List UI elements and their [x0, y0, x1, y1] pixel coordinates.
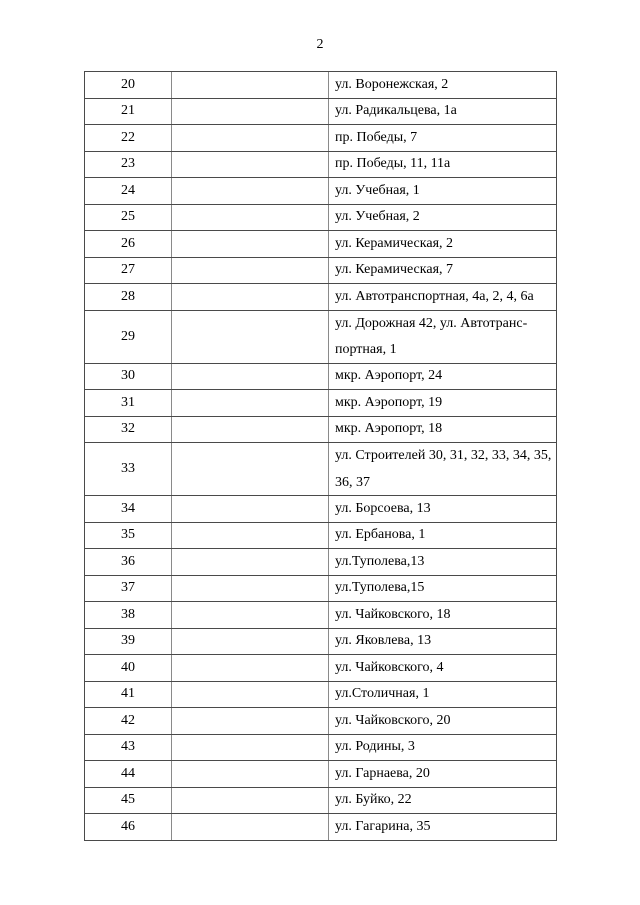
address-cell: ул. Гарнаева, 20 [329, 761, 557, 787]
table-row [84, 814, 557, 841]
row-number: 42 [84, 708, 172, 734]
address-cell: ул. Яковлева, 13 [329, 629, 557, 655]
row-number: 29 [84, 311, 172, 363]
row-number: 28 [84, 284, 172, 310]
table-row [84, 205, 557, 232]
table-row [84, 258, 557, 285]
address-cell: мкр. Аэропорт, 18 [329, 417, 557, 443]
row-number: 31 [84, 390, 172, 416]
empty-cell [172, 602, 329, 628]
address-table [84, 71, 557, 841]
table-row [84, 523, 557, 550]
address-cell: ул. Дорожная 42, ул. Автотранс-портная, 1 [329, 311, 557, 363]
empty-cell [172, 258, 329, 284]
row-number: 41 [84, 682, 172, 708]
address-cell: ул. Чайковского, 20 [329, 708, 557, 734]
row-number: 33 [84, 443, 172, 495]
table-row [84, 99, 557, 126]
address-cell: ул. Автотранспортная, 4а, 2, 4, 6а [329, 284, 557, 310]
table-row [84, 364, 557, 391]
row-number: 34 [84, 496, 172, 522]
row-number: 32 [84, 417, 172, 443]
address-cell: ул. Учебная, 1 [329, 178, 557, 204]
row-number: 24 [84, 178, 172, 204]
row-number: 45 [84, 788, 172, 814]
empty-cell [172, 655, 329, 681]
empty-cell [172, 125, 329, 151]
address-cell: ул.Туполева,15 [329, 576, 557, 602]
row-number: 22 [84, 125, 172, 151]
empty-cell [172, 523, 329, 549]
address-cell: мкр. Аэропорт, 19 [329, 390, 557, 416]
empty-cell [172, 284, 329, 310]
address-cell: ул. Борсоева, 13 [329, 496, 557, 522]
row-number: 39 [84, 629, 172, 655]
table-row [84, 125, 557, 152]
empty-cell [172, 205, 329, 231]
table-row [84, 311, 557, 364]
row-number: 30 [84, 364, 172, 390]
table-row [84, 602, 557, 629]
address-cell: ул.Столичная, 1 [329, 682, 557, 708]
table-row [84, 735, 557, 762]
table-row [84, 549, 557, 576]
empty-cell [172, 417, 329, 443]
address-cell: пр. Победы, 11, 11а [329, 152, 557, 178]
row-number: 23 [84, 152, 172, 178]
row-number: 25 [84, 205, 172, 231]
address-cell: ул. Гагарина, 35 [329, 814, 557, 840]
table-row [84, 284, 557, 311]
table-row [84, 390, 557, 417]
empty-cell [172, 231, 329, 257]
empty-cell [172, 72, 329, 98]
empty-cell [172, 761, 329, 787]
table-row [84, 576, 557, 603]
table-row [84, 417, 557, 444]
table-row [84, 443, 557, 496]
address-cell: ул. Строителей 30, 31, 32, 33, 34, 35, 36, 37 [329, 443, 557, 495]
address-cell: ул. Чайковского, 18 [329, 602, 557, 628]
address-cell: ул. Радикальцева, 1а [329, 99, 557, 125]
table-row [84, 496, 557, 523]
row-number: 44 [84, 761, 172, 787]
table-row [84, 72, 557, 99]
empty-cell [172, 152, 329, 178]
table-row [84, 761, 557, 788]
table-row [84, 231, 557, 258]
empty-cell [172, 629, 329, 655]
empty-cell [172, 390, 329, 416]
empty-cell [172, 576, 329, 602]
table-row [84, 682, 557, 709]
address-cell: ул.Туполева,13 [329, 549, 557, 575]
row-number: 38 [84, 602, 172, 628]
table-row [84, 708, 557, 735]
table-row [84, 152, 557, 179]
table-row [84, 178, 557, 205]
empty-cell [172, 549, 329, 575]
row-number: 27 [84, 258, 172, 284]
address-cell: ул. Керамическая, 2 [329, 231, 557, 257]
empty-cell [172, 708, 329, 734]
empty-cell [172, 178, 329, 204]
address-cell: ул. Чайковского, 4 [329, 655, 557, 681]
empty-cell [172, 311, 329, 363]
table-row [84, 655, 557, 682]
address-cell: ул. Ербанова, 1 [329, 523, 557, 549]
empty-cell [172, 788, 329, 814]
row-number: 35 [84, 523, 172, 549]
address-cell: ул. Буйко, 22 [329, 788, 557, 814]
empty-cell [172, 99, 329, 125]
empty-cell [172, 496, 329, 522]
table-row [84, 629, 557, 656]
address-cell: мкр. Аэропорт, 24 [329, 364, 557, 390]
address-cell: ул. Воронежская, 2 [329, 72, 557, 98]
empty-cell [172, 735, 329, 761]
row-number: 46 [84, 814, 172, 840]
page-number: 2 [316, 37, 324, 52]
row-number: 36 [84, 549, 172, 575]
empty-cell [172, 364, 329, 390]
empty-cell [172, 443, 329, 495]
row-number: 20 [84, 72, 172, 98]
row-number: 26 [84, 231, 172, 257]
row-number: 43 [84, 735, 172, 761]
address-cell: ул. Родины, 3 [329, 735, 557, 761]
table-row [84, 788, 557, 815]
row-number: 40 [84, 655, 172, 681]
empty-cell [172, 682, 329, 708]
address-cell: ул. Керамическая, 7 [329, 258, 557, 284]
address-cell: ул. Учебная, 2 [329, 205, 557, 231]
address-cell: пр. Победы, 7 [329, 125, 557, 151]
row-number: 37 [84, 576, 172, 602]
row-number: 21 [84, 99, 172, 125]
empty-cell [172, 814, 329, 840]
